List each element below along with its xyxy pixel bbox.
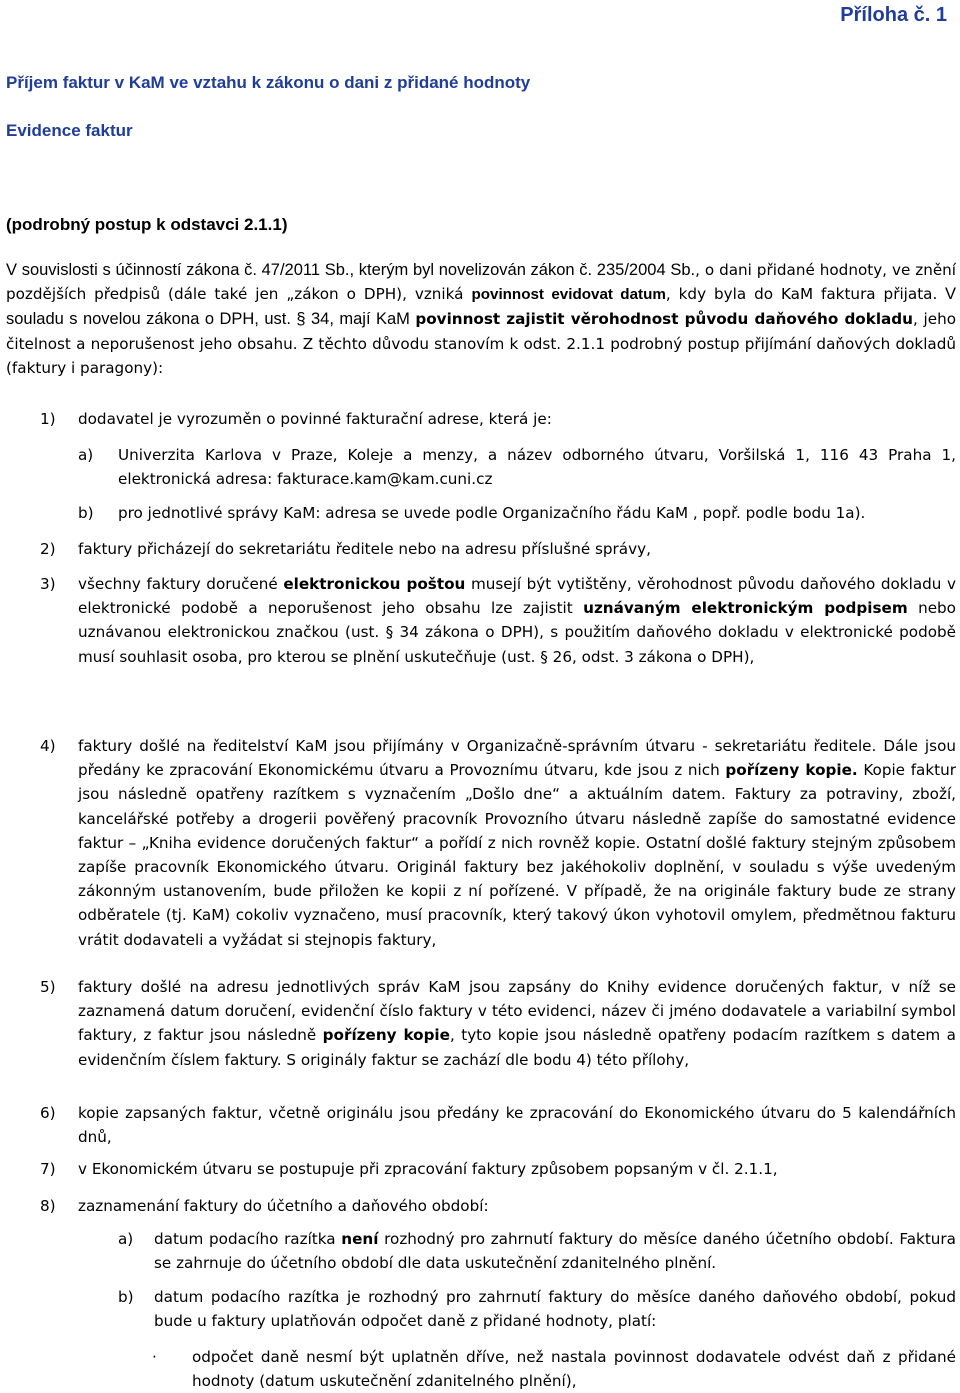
item-part: faktury došlé na adresu jednotlivých správ KaM jsou zapsány do Knihy evidence doručených faktur, v níž se zaznamená datum doručení, evidenční číslo faktury v této evidenci, název či jméno dodavatele a variabilní symbol faktury, z faktur jsou následně [78, 978, 956, 1045]
item-emphasis: elektronickou poštou [283, 575, 466, 593]
annex-label: Příloha č. 1 [840, 4, 947, 26]
intro-emphasis: povinnost evidovat datum [471, 286, 666, 304]
item-number: 8) [40, 1197, 56, 1215]
item-part: nebo uznávanou elektronickou značkou (ust. § 34 zákona o DPH), s použitím daňového dokladu v elektronické podobě musí souhlasit osoba, pro kterou se plnění uskutečňuje (ust. § 26, odst. 3 zákona o DPH), [78, 599, 956, 666]
item-number: 2) [40, 540, 56, 558]
item-text: faktury přicházejí do sekretariátu ředitele nebo na adresu příslušné správy, [78, 540, 651, 558]
intro-part: Z těchto důvodu stanovím k odst. 2.1.1 podrobný postup přijímání daňových dokladů (faktury i paragony): [6, 334, 956, 377]
intro-emphasis: povinnost zajistit věrohodnost původu daňového dokladu [415, 310, 913, 329]
sub-label: b) [118, 1288, 134, 1306]
item-text: kopie zapsaných faktur, včetně originálu jsou předány ke zpracování do Ekonomického útvaru do 5 kalendářních dnů, [78, 1104, 956, 1147]
item-number: 4) [40, 737, 56, 755]
item-part: faktury došlé na ředitelství KaM jsou přijímány v Organizačně-správním útvaru - sekretariátu ředitele. Dále jsou předány ke zpracování Ekonomickému útvaru a Provoznímu útvaru, kde jsou z nich [78, 737, 956, 780]
sub-label: a) [78, 446, 94, 464]
intro-part: , jeho čitelnost a neporušenost jeho obsahu. [6, 310, 956, 353]
intro-paragraph [6, 258, 956, 380]
item-part: všechny faktury doručené [78, 575, 284, 593]
item-text: dodavatel je vyrozuměn o povinné fakturační adrese, která je: [78, 410, 552, 428]
item-part: musejí být vytištěny, věrohodnost původu daňového dokladu v elektronické podobě a neporušenost jeho obsahu lze zajistit [78, 575, 956, 618]
item-part: , tyto kopie jsou následně opatřeny podacím razítkem s datem a evidenčním číslem faktury. S originály faktur se zachází dle bodu 4) této přílohy, [78, 1026, 956, 1069]
document-title: Příjem faktur v KaM ve vztahu k zákonu o dani z přidané hodnoty [6, 73, 531, 92]
item-number: 1) [40, 410, 56, 428]
sub-text: datum podacího razítka je rozhodný pro zahrnutí faktury do měsíce daného daňového období, pokud bude u faktury uplatňován odpočet daně z přidané hodnoty, platí: [154, 1288, 956, 1331]
item-text [78, 734, 956, 952]
item-number: 3) [40, 575, 56, 593]
item-text: v Ekonomickém útvaru se postupuje při zpracování faktury způsobem popsaným v čl. 2.1.1, [78, 1160, 778, 1178]
intro-part: , kdy byla do KaM faktura přijata. [665, 285, 938, 304]
intro-part: V souladu s novelou zákona o DPH, ust. § 34, mají KaM [6, 285, 956, 329]
sub-label: b) [78, 504, 94, 522]
sub-text: pro jednotlivé správy KaM: adresa se uvede podle Organizačního řádu KaM , popř. podle bodu 1a). [118, 504, 866, 522]
sub-emphasis: není [341, 1230, 379, 1248]
intro-part: , o dani přidané hodnoty, ve znění pozdějších předpisů (dále také jen „zákon o DPH), vzniká [6, 261, 957, 304]
item-emphasis: uznávaným elektronickým podpisem [583, 599, 908, 618]
item-number: 5) [40, 978, 56, 996]
document-subtitle: Evidence faktur [6, 121, 133, 140]
sub-part: rozhodný pro zahrnutí faktury do měsíce daného účetního období. Faktura se zahrnuje do účetního období dle data uskutečnění zdanitelného plnění. [154, 1230, 956, 1273]
sub-text [154, 1227, 956, 1275]
sub-part: datum podacího razítka [154, 1230, 342, 1248]
bullet-text: odpočet daně nesmí být uplatněn dříve, než nastala povinnost dodavatele odvést daň z přidané hodnoty (datum uskutečnění zdanitelného plnění), [192, 1348, 956, 1391]
bullet-marker: · [152, 1348, 157, 1366]
item-number: 7) [40, 1160, 56, 1178]
item-text [78, 975, 956, 1072]
item-text [78, 572, 956, 669]
sub-label: a) [118, 1230, 134, 1248]
item-number: 6) [40, 1104, 56, 1122]
item-part: Kopie faktur jsou následně opatřeny razítkem s vyznačením „Došlo dne“ a aktuálním datem. Faktury za potraviny, zboží, kancelářské potřeby a drogerii pověřený pracovník Provozního útvaru následně zapíše do samostatné evidence faktur – „Kniha evidence doručených faktur“ a pořídí z nich rovněž kopie. Ostatní došlé faktury stejným způsobem zapíše pracovník Ekonomického útvaru. Originál faktury bez jakéhokoliv doplnění, v souladu s výše uvedeným zákonným ustanovením, bude přiložen ke kopii z ní pořízené. V případě, že na originále faktury bude ze strany odběratele (tj. KaM) cokoliv vyznačeno, musí pracovník, který takový úkon vyhotovil omylem, předmětnou fakturu vrátit dodavateli a vyžádat si stejnopis faktury, [78, 761, 956, 949]
intro-part: V souvislosti s účinností zákona č. 47/2011 Sb., kterým byl novelizován zákon č. 235/2004 Sb. [6, 261, 696, 279]
item-text: zaznamenání faktury do účetního a daňového období: [78, 1197, 489, 1215]
item-emphasis: pořízeny kopie [322, 1026, 450, 1045]
fakturacni-adresa-text: Univerzita Karlova v Praze, Koleje a menzy, a název odborného útvaru, Voršilská 1, 116 43 Praha 1, elektronická adresa: fakturace.kam@kam.cuni.cz [118, 446, 956, 489]
item-emphasis: pořízeny kopie. [725, 761, 858, 780]
procedure-reference: (podrobný postup k odstavci 2.1.1) [6, 215, 288, 234]
